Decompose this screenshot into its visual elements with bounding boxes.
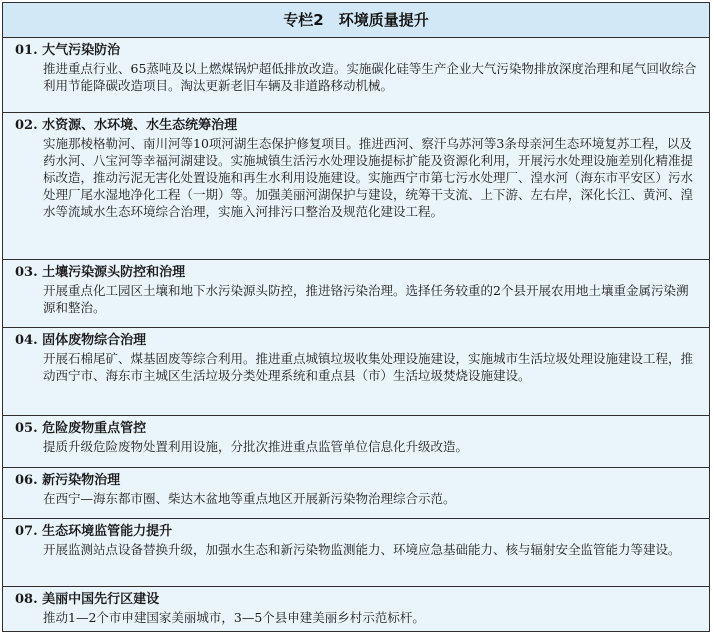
section-text: 在西宁—海东都市圈、柴达木盆地等重点地区开展新污染物治理综合示范。 xyxy=(43,491,456,506)
section-text: 开展石棉尾矿、煤基固废等综合利用。推进重点城镇垃圾收集处理设施建设，实施城市生活垃圾处理设施建设工程，推动西宁市、海东市主城区生活垃圾分类处理系统和重点县（市）生活垃圾焚烧设施建设。 xyxy=(43,351,694,383)
section-text: 推进重点行业、65蒸吨及以上燃煤锅炉超低排放改造。实施碳化硅等生产企业大气污染物排放深度治理和尾气回收综合利用节能降碳改造项目。淘汰更新老旧车辆及非道路移动机械。 xyxy=(43,61,697,93)
section-07 xyxy=(3,519,709,587)
section-heading: 01. 大气污染防治 xyxy=(15,43,121,58)
section-05 xyxy=(3,416,709,468)
section-heading: 04. 固体废物综合治理 xyxy=(15,333,147,348)
section-text: 提质升级危险废物处置利用设施，分批次推进重点监管单位信息化升级改造。 xyxy=(43,439,469,454)
section-heading: 02. 水资源、水环境、水生态统筹治理 xyxy=(15,118,238,133)
section-text: 实施那棱格勒河、南川河等10项河湖生态保护修复项目。推进西河、察汗乌苏河等3条母亲河生态环境复苏工程，以及药水河、八宝河等幸福河湖建设。实施城镇生活污水处理设施提标扩能及资源化利用，开展污水处理设施差别化精准提标改造，推动污泥无害化处置设施和再生水利用设施建设。实施西宁市第七污水处理厂、湟水河（海东市平安区）污水处理厂尾水湿地净化工程（一期）等。加强美丽河湖保护与建设，统筹干支流、上下游、左右岸，深化长江、黄河、湟水等流域水生态环境综合治理，实施入河排污口整治及规范化建设工程。 xyxy=(43,136,694,219)
section-heading: 08. 美丽中国先行区建设 xyxy=(15,592,160,607)
section-text: 推动1—2个市申建国家美丽城市，3—5个县申建美丽乡村示范标杆。 xyxy=(43,610,425,625)
section-08 xyxy=(3,587,709,631)
environment-quality-panel xyxy=(2,2,710,632)
section-text: 开展监测站点设备替换升级，加强水生态和新污染物监测能力、环境应急基础能力、核与辐射安全监管能力等建设。 xyxy=(43,542,681,557)
panel-title: 专栏2 环境质量提升 xyxy=(3,3,709,38)
section-heading: 05. 危险废物重点管控 xyxy=(15,421,147,436)
section-06 xyxy=(3,468,709,519)
section-heading: 06. 新污染物治理 xyxy=(15,473,121,488)
section-02 xyxy=(3,113,709,260)
section-heading: 07. 生态环境监管能力提升 xyxy=(15,524,173,539)
section-text: 开展重点化工园区土壤和地下水污染源头防控，推进铬污染治理。选择任务较重的2个县开展农用地土壤重金属污染溯源和整治。 xyxy=(43,283,689,315)
section-heading: 03. 土壤污染源头防控和治理 xyxy=(15,265,186,280)
section-01 xyxy=(3,38,709,113)
section-03 xyxy=(3,260,709,328)
section-04 xyxy=(3,328,709,416)
